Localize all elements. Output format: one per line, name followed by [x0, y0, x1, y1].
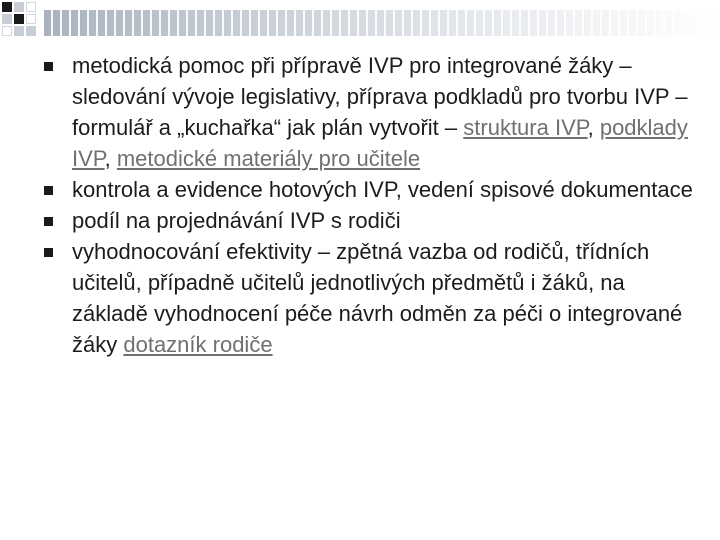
deco-square — [2, 2, 12, 12]
deco-square — [2, 14, 12, 24]
deco-square — [2, 26, 12, 36]
square-bullet-icon — [44, 186, 53, 195]
bullet-text: metodická pomoc při přípravě IVP pro integrované žáky – sledování vývoje legislativy, příprava podkladů pro tvorbu IVP – formulář a „kuchařka“ jak plán vytvořit – — [72, 53, 688, 140]
deco-square — [14, 14, 24, 24]
header-gradient-bar — [44, 10, 720, 36]
separator: , — [104, 146, 117, 171]
deco-square — [14, 2, 24, 12]
slide-content — [34, 50, 694, 360]
bullet-text: podíl na projednávání IVP s rodiči — [72, 208, 401, 233]
bullet-text: vyhodnocování efektivity – zpětná vazba od rodičů, třídních učitelů, případně učitelů jednotlivých předmětů i žáků, na základě vyhodnocení péče návrh odměn za péči o integrované žáky — [72, 239, 683, 357]
link-podklady-ivp[interactable]: podklady IVP — [72, 115, 688, 171]
deco-square — [14, 26, 24, 36]
square-bullet-icon — [44, 248, 53, 257]
deco-square — [26, 26, 36, 36]
square-bullet-icon — [44, 62, 53, 71]
bullet-text: kontrola a evidence hotových IVP, vedení spisové dokumentace — [72, 177, 693, 202]
bullet-item-effectiveness — [34, 236, 694, 360]
link-metodicke-materialy[interactable]: metodické materiály pro učitele — [116, 146, 421, 171]
link-struktura-ivp[interactable]: struktura IVP — [463, 115, 588, 140]
separator: , — [587, 115, 600, 140]
bullet-item-control-evidence — [34, 174, 694, 205]
deco-square — [26, 2, 36, 12]
bullet-item-parent-meetings — [34, 205, 694, 236]
bullet-list — [34, 50, 694, 360]
link-dotaznik-rodice[interactable]: dotazník rodiče — [123, 332, 273, 357]
deco-square — [26, 14, 36, 24]
square-bullet-icon — [44, 217, 53, 226]
bullet-item-methodical-help — [34, 50, 694, 174]
